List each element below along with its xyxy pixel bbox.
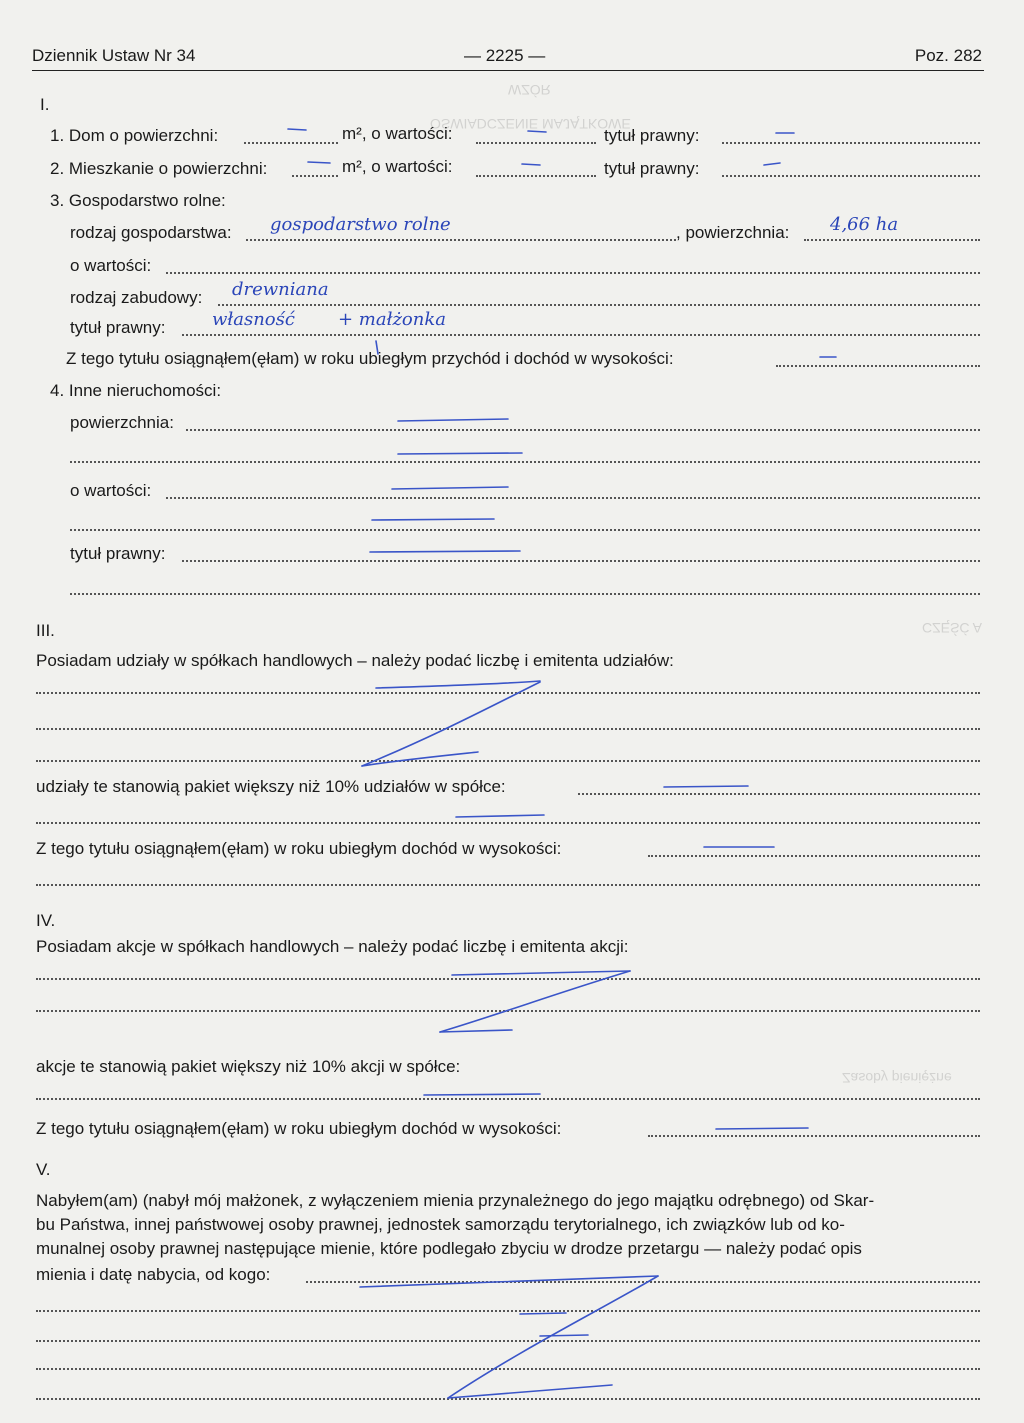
shares-field-3[interactable] — [36, 760, 980, 762]
house-area-label: 1. Dom o powierzchni: — [50, 126, 219, 145]
shares-strike-top — [376, 681, 540, 688]
other-title-dash — [370, 551, 520, 552]
shares-package-field[interactable] — [578, 793, 980, 795]
other-property-label: 4. Inne nieruchomości: — [50, 381, 222, 400]
stocks-package-dash — [424, 1094, 540, 1095]
stocks-package-label: akcje te stanowią pakiet większy niż 10% akcji w spółce: — [36, 1057, 461, 1076]
farm-building-label: rodzaj zabudowy: — [70, 288, 203, 307]
stocks-field-1[interactable] — [36, 978, 980, 980]
apartment-area-label: 2. Mieszkanie o powierzchni: — [50, 159, 268, 178]
farm-title-label: tytuł prawny: — [70, 318, 166, 337]
shares-field-2[interactable] — [36, 728, 980, 730]
stocks-strike-top — [452, 971, 630, 975]
other-area-dash-2 — [398, 453, 522, 454]
acquisition-field-5[interactable] — [36, 1398, 980, 1400]
bleed-through-title: WZÓR — [508, 82, 551, 98]
other-value-dash-1 — [392, 487, 508, 489]
apartment-title-label: tytuł prawny: — [604, 159, 700, 178]
farm-type-label: rodzaj gospodarstwa: — [70, 223, 232, 242]
apartment-area-field[interactable] — [292, 175, 338, 177]
farm-type-field[interactable] — [246, 239, 676, 241]
section-4-heading: IV. — [36, 911, 56, 930]
shares-income-field[interactable] — [648, 855, 980, 857]
section-3-heading: III. — [36, 621, 55, 640]
bleed-through-subtitle: OŚWIADCZENIE MAJĄTKOWE — [430, 116, 631, 132]
apartment-value-field[interactable] — [476, 175, 596, 177]
shares-strike-bottom — [362, 752, 478, 766]
shares-label: Posiadam udziały w spółkach handlowych – należy podać liczbę i emitenta udziałów: — [36, 651, 674, 670]
farm-title-handwritten-1: własność — [212, 309, 295, 330]
stocks-income-field[interactable] — [648, 1135, 980, 1137]
shares-income-label: Z tego tytułu osiągnąłem(ęłam) w roku ubiegłym dochód w wysokości: — [36, 839, 562, 858]
stocks-income-label: Z tego tytułu osiągnąłem(ęłam) w roku ubiegłym dochód w wysokości: — [36, 1119, 562, 1138]
farm-type-handwritten: gospodarstwo rolne — [270, 214, 451, 235]
other-value-field-2[interactable] — [70, 529, 980, 531]
acquisition-dash-1 — [520, 1313, 566, 1314]
section-5-text-3: munalnej osoby prawnej następujące mienie, które podlegało zbyciu w drodze przetargu — należy podać opis — [36, 1239, 862, 1258]
other-title-field-2[interactable] — [70, 593, 980, 595]
acquisition-field-1[interactable] — [306, 1281, 980, 1283]
house-value-dash — [528, 131, 546, 132]
shares-field-1[interactable] — [36, 692, 980, 694]
section-5-text-4: mienia i datę nabycia, od kogo: — [36, 1265, 271, 1284]
acquisition-field-3[interactable] — [36, 1340, 980, 1342]
farm-title-handwritten-2: + małżonka — [338, 309, 446, 330]
farm-value-field[interactable] — [166, 272, 980, 274]
acquisition-field-4[interactable] — [36, 1368, 980, 1370]
other-title-field[interactable] — [182, 560, 980, 562]
stocks-income-dash — [716, 1128, 808, 1129]
position-number: Poz. 282 — [914, 46, 982, 65]
stocks-strike-diagonal — [440, 971, 630, 1032]
farm-area-field[interactable] — [804, 239, 980, 241]
shares-package-dash-1 — [664, 786, 748, 787]
page-header — [32, 44, 984, 71]
other-title-label: tytuł prawny: — [70, 544, 166, 563]
apartment-title-field[interactable] — [722, 175, 980, 177]
other-area-field-2[interactable] — [70, 461, 980, 463]
acquisition-dash-2 — [540, 1335, 588, 1336]
bleed-through-part: CZĘŚĆ A — [922, 620, 982, 636]
section-5-text-2: bu Państwa, innej państwowej osoby prawnej, jednostek samorządu terytorialnego, ich związków lub od ko- — [36, 1215, 845, 1234]
acquisition-strike-bottom — [448, 1385, 612, 1398]
other-value-field[interactable] — [166, 497, 980, 499]
shares-income-field-2[interactable] — [36, 884, 980, 886]
other-value-label: o wartości: — [70, 481, 152, 500]
house-value-field[interactable] — [476, 142, 596, 144]
acquisition-field-2[interactable] — [36, 1310, 980, 1312]
house-title-label: tytuł prawny: — [604, 126, 700, 145]
farm-area-label: , powierzchnia: — [676, 223, 790, 242]
farm-title-field[interactable] — [182, 334, 980, 336]
farm-building-handwritten: drewniana — [232, 279, 329, 300]
farm-area-handwritten: 4,66 ha — [830, 214, 899, 235]
section-5-text-1: Nabyłem(am) (nabył mój małżonek, z wyłączeniem mienia przynależnego do jego majątku odrębnego) od Skar- — [36, 1191, 875, 1210]
stocks-label: Posiadam akcje w spółkach handlowych – należy podać liczbę i emitenta akcji: — [36, 937, 629, 956]
other-area-label: powierzchnia: — [70, 413, 174, 432]
other-value-dash-2 — [372, 519, 494, 520]
house-value-label: m², o wartości: — [342, 124, 453, 143]
stocks-package-field[interactable] — [36, 1098, 980, 1100]
page-number: — 2225 — — [464, 46, 546, 65]
farm-value-label: o wartości: — [70, 256, 152, 275]
farm-income-field[interactable] — [776, 365, 980, 367]
apartment-value-label: m², o wartości: — [342, 157, 453, 176]
apartment-title-dash — [764, 163, 780, 165]
farm-building-field[interactable] — [218, 304, 980, 306]
house-title-field[interactable] — [722, 142, 980, 144]
other-area-dash-1 — [398, 419, 508, 421]
house-area-dash — [288, 129, 306, 130]
shares-package-label: udziały te stanowią pakiet większy niż 10% udziałów w spółce: — [36, 777, 506, 796]
apartment-area-dash — [308, 162, 330, 163]
other-area-field[interactable] — [186, 429, 980, 431]
section-5-heading: V. — [36, 1160, 51, 1179]
house-area-field[interactable] — [244, 142, 338, 144]
shares-package-dash-2 — [456, 815, 544, 817]
acquisition-strike-diagonal — [448, 1276, 658, 1398]
apartment-value-dash — [522, 164, 540, 165]
shares-strike-diagonal — [362, 682, 540, 766]
shares-package-field-2[interactable] — [36, 822, 980, 824]
stocks-strike-bottom — [440, 1030, 512, 1032]
journal-title: Dziennik Ustaw Nr 34 — [32, 46, 196, 65]
farm-label: 3. Gospodarstwo rolne: — [50, 191, 226, 210]
farm-income-label: Z tego tytułu osiągnąłem(ęłam) w roku ubiegłym przychód i dochód w wysokości: — [66, 349, 674, 368]
stocks-field-2[interactable] — [36, 1010, 980, 1012]
bleed-through-money: Zasoby pieniężne — [842, 1070, 952, 1086]
section-1-heading: I. — [40, 95, 50, 114]
